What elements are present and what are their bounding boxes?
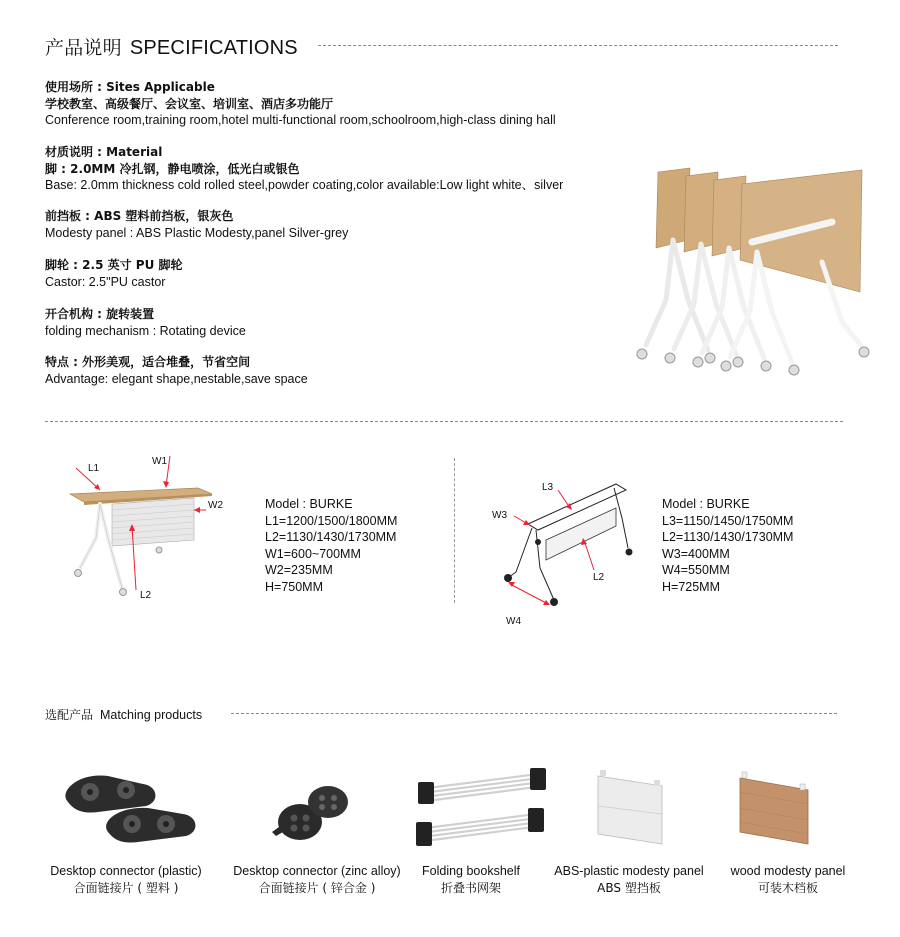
plastic-connector-image: [48, 762, 208, 852]
product-zinc-connector: [222, 863, 412, 897]
dim-h: H=750MM: [265, 579, 324, 594]
section-divider: [45, 421, 843, 422]
label-l3: L3: [542, 482, 554, 493]
dim-w3: W3=400MM: [662, 546, 730, 561]
wood-modesty-panel-image: [734, 768, 814, 848]
page-title: [45, 33, 298, 60]
spec-line: folding mechanism : Rotating device: [45, 323, 246, 338]
label-w3: W3: [492, 510, 507, 521]
dim-l2: L2=1130/1430/1730MM: [265, 530, 397, 544]
product-wood-panel: [718, 863, 858, 897]
label-l1: L1: [88, 463, 100, 474]
spec-line: Conference room,training room,hotel multi-functional room,schoolroom,high-class dining hall: [45, 113, 556, 127]
product-name-en: Desktop connector (plastic): [50, 864, 202, 878]
spec-line: 学校教室、高级餐厅、会议室、培训室、酒店多功能厅: [45, 96, 334, 111]
spec-label: 脚轮 : 2.5 英寸 PU 脚轮: [45, 258, 183, 272]
dim-w4: W4=550MM: [662, 563, 730, 577]
title-cn: 产品说明: [45, 37, 122, 59]
matching-title-cn: 选配产品: [45, 708, 94, 722]
product-bookshelf: [408, 863, 534, 897]
table-stack: [637, 168, 869, 375]
spec-line: Castor: 2.5"PU castor: [45, 274, 166, 289]
title-en: SPECIFICATIONS: [129, 37, 298, 59]
matching-title: [45, 706, 202, 723]
product-name-cn: 可装木档板: [757, 881, 818, 895]
bookshelf-image: [398, 762, 560, 857]
table-diagram-front: [66, 448, 246, 608]
spec-castor: [45, 257, 183, 290]
model-name: Model : BURKE: [265, 497, 353, 511]
label-l2: L2: [140, 590, 152, 601]
spec-folding: [45, 306, 246, 339]
product-name-en: ABS-plastic modesty panel: [554, 864, 704, 878]
product-name-cn: 合面链接片 ( 塑料 ): [73, 881, 179, 895]
product-plastic-connector: [40, 863, 212, 897]
spec-material: [45, 144, 563, 194]
spec-line: Advantage: elegant shape,nestable,save space: [45, 371, 308, 386]
label-w4: W4: [506, 616, 521, 627]
spec-label: 使用场所 : Sites Applicable: [45, 80, 215, 94]
model-specs-left: [265, 496, 397, 595]
spec-line: Base: 2.0mm thickness cold rolled steel,powder coating,color available:Low light white、silver: [45, 178, 564, 192]
label-l2-right: L2: [593, 572, 605, 583]
spec-label: 开合机构 : 旋转装置: [45, 307, 155, 321]
dim-l1: L1=1200/1500/1800MM: [265, 513, 398, 528]
product-name-en: wood modesty panel: [730, 864, 846, 878]
spec-line: Modesty panel : ABS Plastic Modesty,panel Silver-grey: [45, 225, 349, 240]
title-divider: [318, 45, 838, 46]
product-name-cn: 合面链接片 ( 锌合金 ): [258, 881, 376, 895]
dim-l3: L3=1150/1450/1750MM: [662, 513, 794, 528]
spec-line: 脚 : 2.0MM 冷扎钢，静电喷涂，低光白或银色: [45, 161, 300, 176]
spec-label: 特点 : 外形美观，适合堆叠，节省空间: [45, 355, 251, 369]
abs-modesty-panel-image: [592, 768, 670, 848]
product-name-cn: ABS 塑挡板: [597, 881, 661, 895]
vertical-divider: [454, 458, 455, 603]
spec-label: 前挡板 : ABS 塑料前挡板，银灰色: [45, 209, 234, 223]
model-name: Model : BURKE: [662, 497, 750, 511]
matching-divider: [231, 713, 837, 714]
nested-tables-image: [628, 160, 893, 400]
product-name-en: Desktop connector (zinc alloy): [233, 864, 401, 878]
spec-modesty: [45, 208, 348, 241]
product-abs-panel: [544, 863, 714, 897]
dim-w1: W1=600~700MM: [265, 546, 361, 561]
table-diagram-folded: [488, 468, 638, 630]
spec-advantage: [45, 354, 308, 387]
spec-label: 材质说明 : Material: [45, 145, 163, 159]
matching-title-en: Matching products: [99, 708, 203, 722]
dim-l2: L2=1130/1430/1730MM: [662, 530, 794, 544]
spec-sites: [45, 79, 556, 129]
product-name-en: Folding bookshelf: [422, 864, 520, 878]
model-specs-right: [662, 496, 793, 595]
product-name-cn: 折叠书网架: [440, 881, 501, 895]
dim-w2: W2=235MM: [265, 563, 333, 577]
label-w1: W1: [152, 456, 167, 467]
dim-h: H=725MM: [662, 579, 721, 594]
label-w2: W2: [208, 500, 223, 511]
zinc-connector-image: [266, 770, 366, 850]
